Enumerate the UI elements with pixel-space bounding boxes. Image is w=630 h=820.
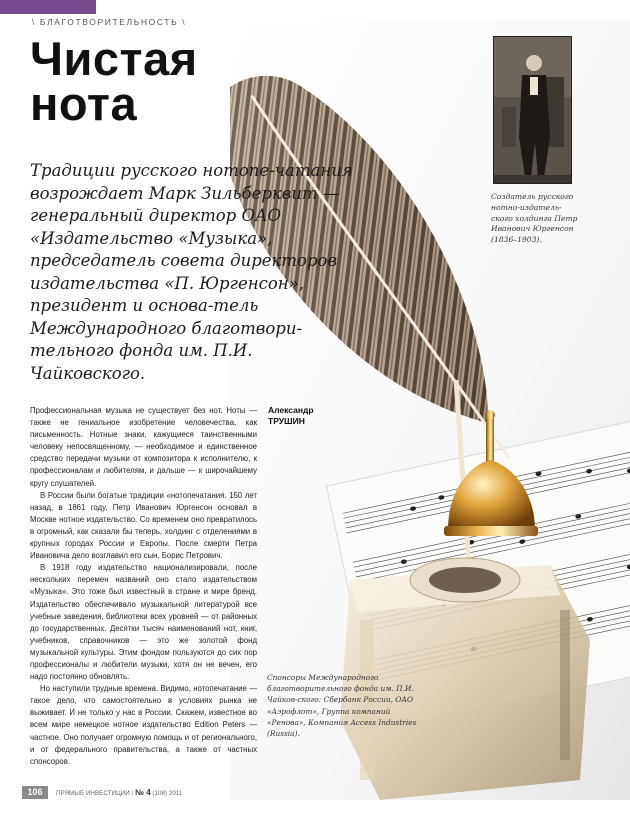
article-title [30,32,198,130]
author-first-name: Александр [268,405,314,415]
sponsors-caption: Спонсоры Международного благотворительного фонда им. П.И. Чайков-ского: Сбербанк России, ОАО «Аэрофлот», Группа компаний «Ренова», Компания Access Industries (Russia). [267,673,417,739]
journal-info: ПРЯМЫЕ ИНВЕСТИЦИИ / № 4 (108) 2011 [56,788,183,797]
top-bar [0,0,630,27]
page-footer [0,786,630,802]
article-body [30,405,257,768]
author-last-name: ТРУШИН [268,415,305,426]
rubric-color-block [0,0,96,14]
article-lead: Традиции русского нотопе-чатания возрождает Марк Зильберквит — генеральный директор ОАО «Издательство «Музыка», председатель совета директоров издательства «П. Юргенсон», президент и основа-тель Международного благотвори-тельного фонда им. П.И. Чайковского. [30,161,353,383]
jurgenson-portrait-photo [493,36,572,184]
photo-caption: Создатель русского нотно-издатель-ского холдинга Петр Иванович Юргенсон (1836–1903). [491,192,578,245]
title-line-1: Чистая [30,32,198,85]
page-number: 106 [22,786,48,799]
journal-name: ПРЯМЫЕ ИНВЕСТИЦИИ [56,790,130,797]
issue-label: № 4 [135,788,151,797]
body-paragraph: В России были богатые традиции «нотопечатания. 150 лет назад, в 1861 году, Петр Иванович Юргенсон основал в Москве нотное издательство. Со временем оно превратилось в огромный, как сказали бы теперь, холдинг с отделениями в крупных городах России и Европы. После смерти Петра Ивановича дело возглавил его сын, Борис Петрович. [30,490,257,561]
body-paragraph: Профессиональная музыка не существует без нот. Ноты — также не гениальное изобретение человечества, как письменность. Нотные знаки, кажущиеся таинственными человеку непосвященному, — необходимое и единственное средство передачи музыки от композитора к исполнителю, к профессионалам и любителям, и дальше — к широчайшему кругу слушателей. [30,406,257,488]
title-line-2: нота [30,77,138,130]
issue-detail: (108) 2011 [152,790,183,797]
section-rubric: \ БЛАГОТВОРИТЕЛЬНОСТЬ \ [32,17,187,27]
article-author [268,405,314,426]
body-paragraph: В 1918 году издательство национализировали, после нескольких перемен названий оно стало издательством «Музыка». Это тоже был известный в стране и мире бренд. Издательство обеспечивало музыкальной литературой все учебные заведения, библиотеки всех уровней — от районных до государственных. Десятки тысяч наименований нот, книг, учебников, справочников — это же золотой фонд музыкальной культуры. Этим фондом пользуются до сих пор профессионалы и любители музыки, хотя он не вечен, его надо постоянно обновлять. [30,563,257,682]
body-paragraph: Но наступили трудные времена. Видимо, нотопечатание — такое дело, что самостоятельно в условиях рынка не выживает. И не только у нас в России. Скажем, известное во всем мире немецкое нотное издательство Edition Peters — частное. Оно получает огромную помощь и от регионального, и от федерального правительства, а также от частных спонсоров. [30,684,257,766]
